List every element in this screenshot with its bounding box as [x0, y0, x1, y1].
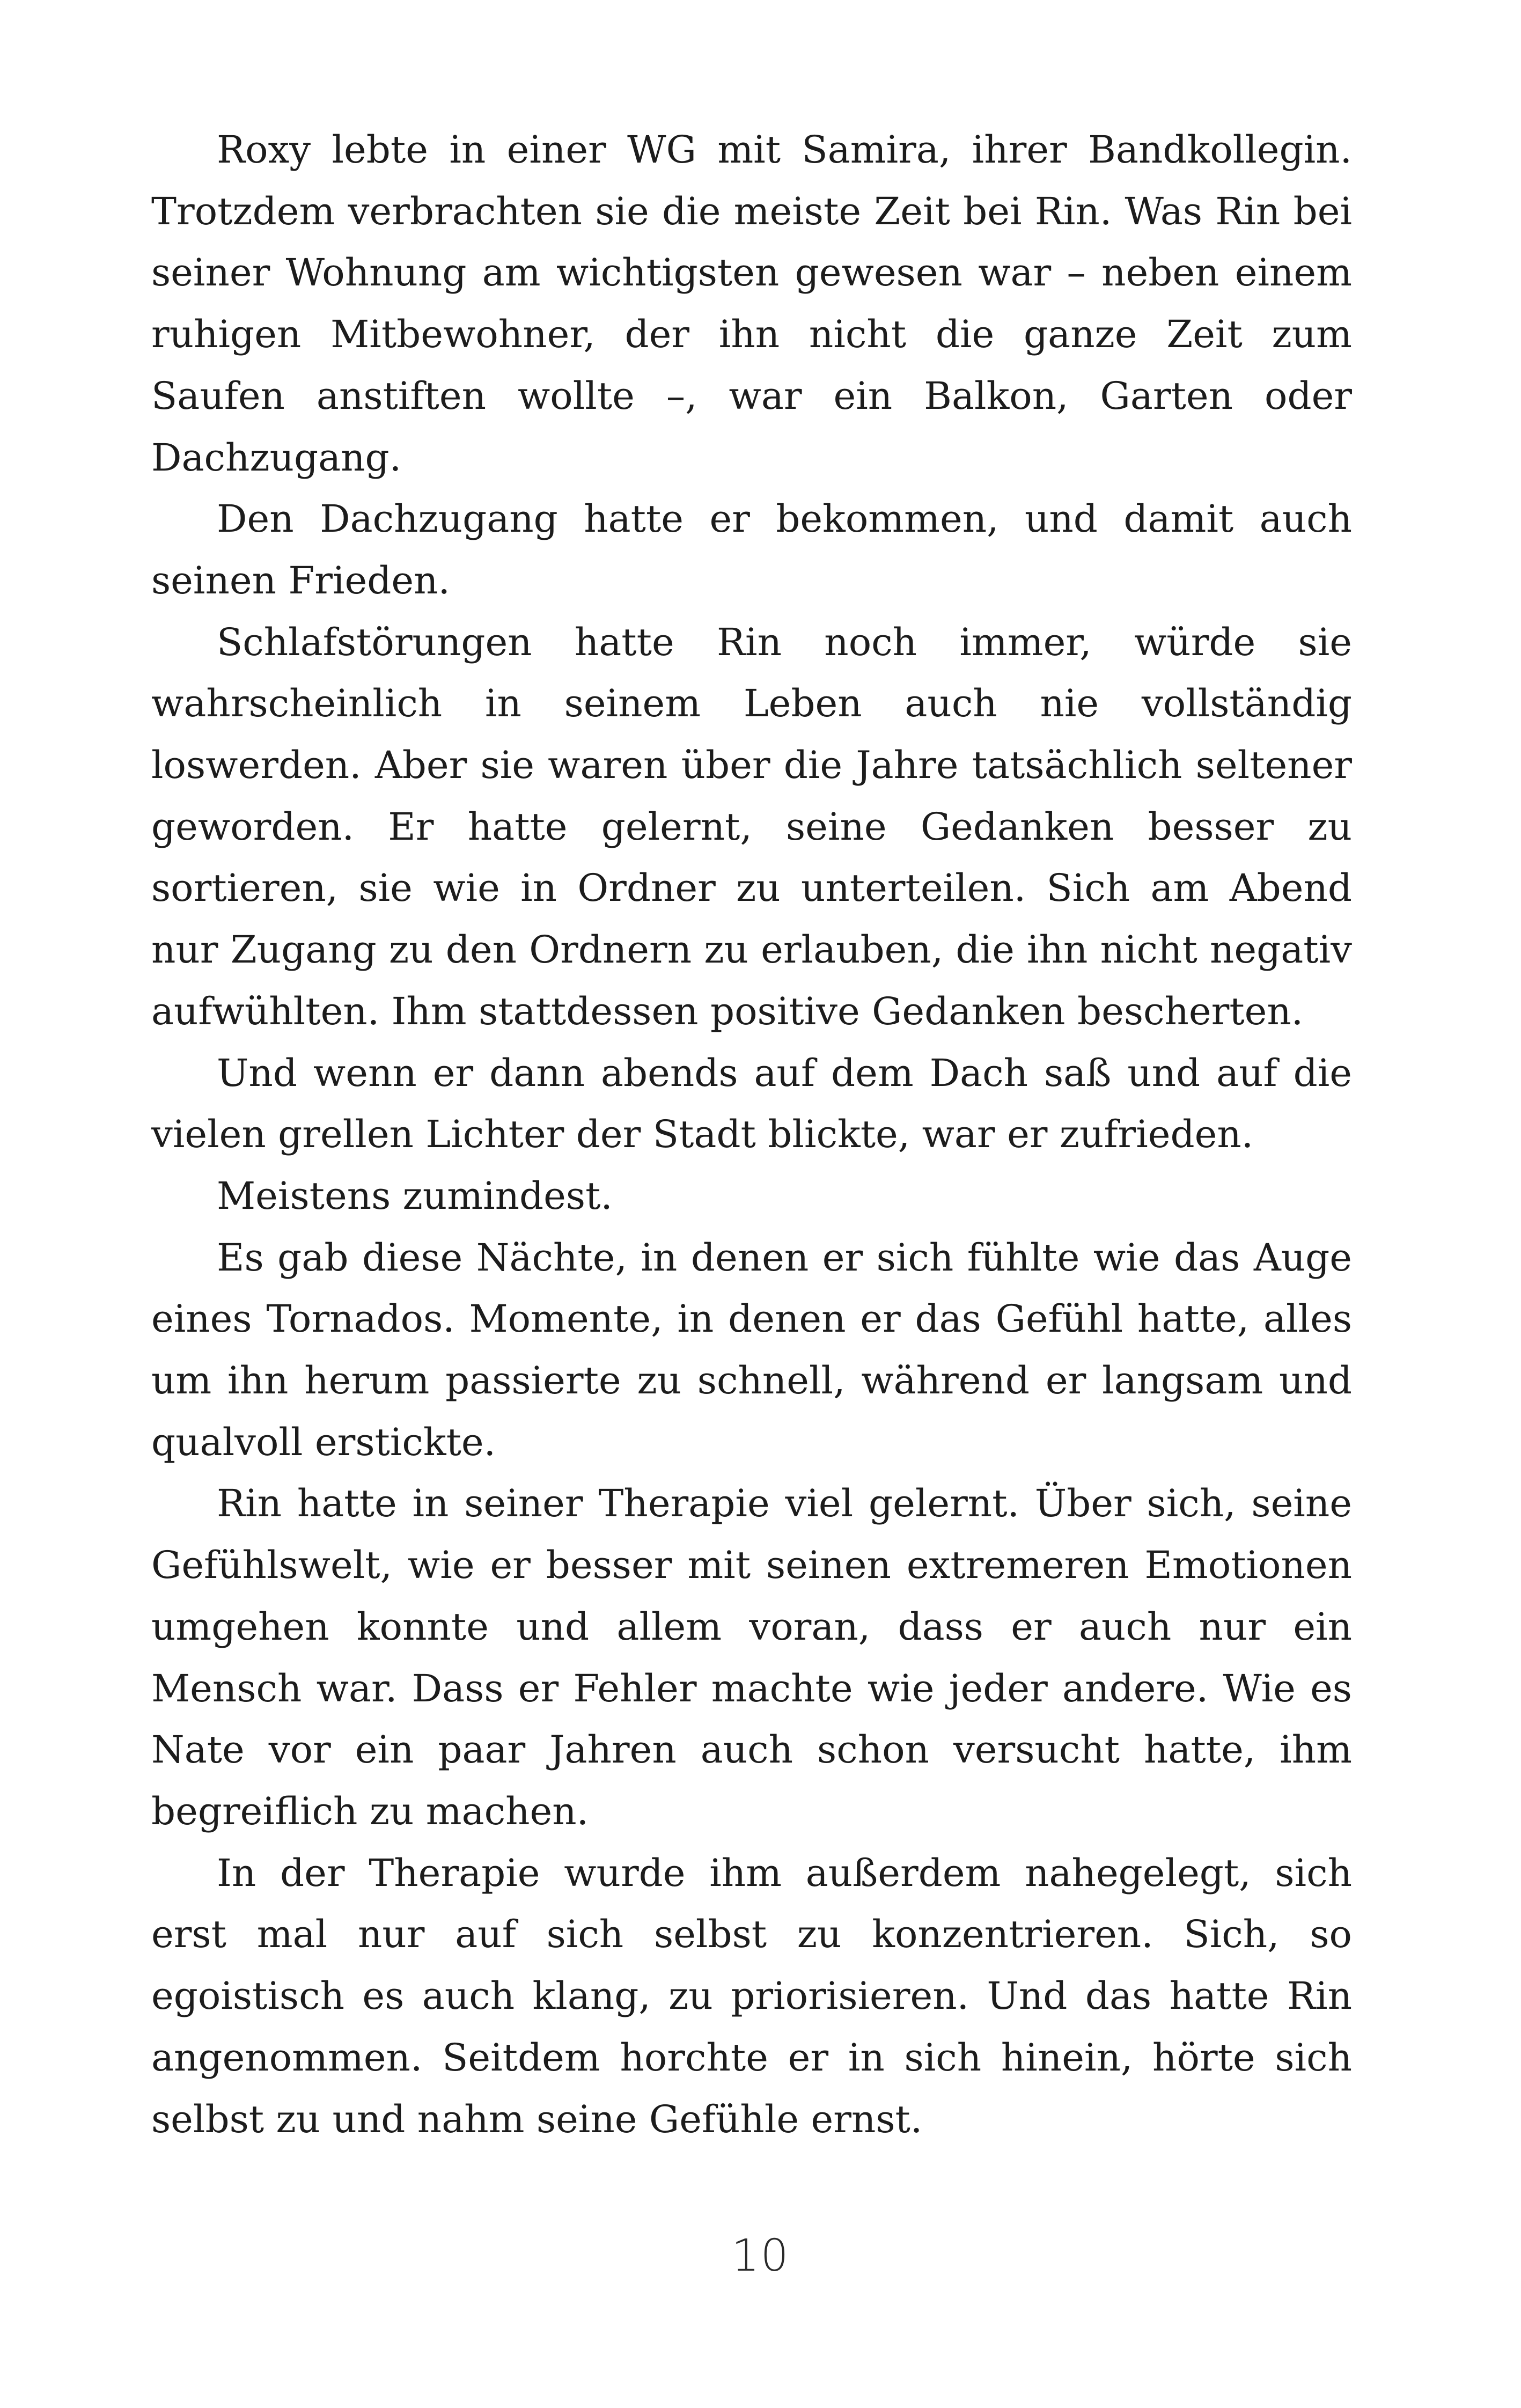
paragraph-7: Rin hatte in seiner Therapie viel gelernt. Über sich, seine Gefühlswelt, wie er besser mit seinen extremeren Emotionen umgehen konnte und allem voran, dass er auch nur ein Mensch war. Dass er Fehler machte wie jeder andere. Wie es Nate vor ein paar Jahren auch schon versucht hatte, ihm begreiflich zu machen.	[151, 1481, 1352, 1833]
paragraph-1: Roxy lebte in einer WG mit Samira, ihrer Bandkollegin. Trotzdem verbrachten sie die meiste Zeit bei Rin. Was Rin bei seiner Wohnung am wichtigsten gewesen war – neben einem ruhigen Mitbewohner, der ihn nicht die ganze Zeit zum Saufen anstiften wollte –, war ein Balkon, Garten oder Dachzugang.	[151, 128, 1352, 480]
paragraph-3: Schlafstörungen hatte Rin noch immer, würde sie wahrscheinlich in seinem Leben auch nie vollständig loswerden. Aber sie waren über die Jahre tatsächlich seltener geworden. Er hatte gelernt, seine Gedanken besser zu sortieren, sie wie in Ordner zu unterteilen. Sich am Abend nur Zugang zu den Ordnern zu erlauben, die ihn nicht negativ aufwühlten. Ihm stattdessen positive Gedanken bescherten.	[151, 620, 1352, 1033]
paragraph-2: Den Dachzugang hatte er bekommen, und damit auch seinen Frieden.	[151, 497, 1352, 603]
page-body	[151, 119, 1352, 2150]
paragraph-8: In der Therapie wurde ihm außerdem nahegelegt, sich erst mal nur auf sich selbst zu konzentrieren. Sich, so egoistisch es auch klang, zu priorisieren. Und das hatte Rin angenommen. Seitdem horchte er in sich hinein, hörte sich selbst zu und nahm seine Gefühle ernst.	[151, 1851, 1352, 2141]
paragraph-6: Es gab diese Nächte, in denen er sich fühlte wie das Auge eines Tornados. Momente, in denen er das Gefühl hatte, alles um ihn herum passierte zu schnell, während er langsam und qualvoll erstickte.	[151, 1235, 1352, 1464]
page-number: 10	[731, 2230, 790, 2281]
paragraph-5: Meistens zumindest.	[217, 1173, 613, 1218]
paragraph-4: Und wenn er dann abends auf dem Dach saß und auf die vielen grellen Lichter der Stadt blickte, war er zufrieden.	[151, 1051, 1352, 1157]
